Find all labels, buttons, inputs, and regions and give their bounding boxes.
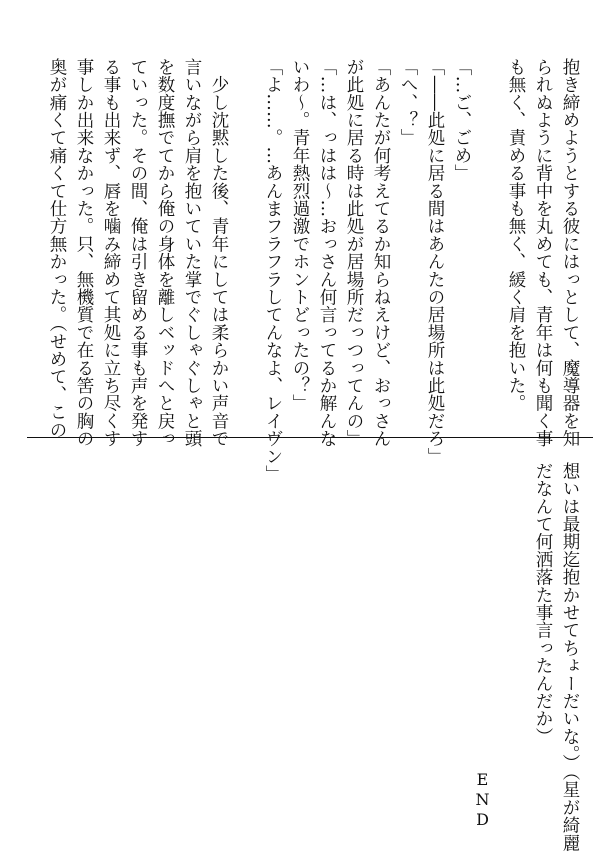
text-line: を数度撫でてから俺の身体を離しベッドへと戻っ (155, 58, 175, 448)
text-line: 「…は、っはは～…おっさん何言ってるか解んな (317, 58, 337, 448)
text-line: いわ～。青年熱烈過激でホントどったの？」 (290, 58, 310, 412)
text-line: 奥が痛くて痛くて仕方無かった。（せめて、この (47, 58, 67, 439)
text-line: 少し沈黙した後、青年にしては柔らかい声音で (209, 58, 229, 448)
text-line: られぬように背中を丸めても、青年は何も聞く事 (533, 58, 553, 448)
text-line: 「あんたが何考えてるか知らねえけど、おっさん (371, 58, 391, 448)
text-line: 「…ご、ごめ」 (452, 58, 472, 182)
blank-line (475, 58, 502, 418)
text-line: 抱き締めようとする彼にはっとして、魔導器を知 (560, 58, 580, 448)
section-divider (27, 437, 593, 438)
text-line: 想いは最期迄抱かせてちょーだいな。）（星が綺麗 (560, 462, 580, 852)
text-line: 「よ……。…あんまフラフラしてんなよ、レイヴン」 (263, 58, 283, 483)
text-line: も無く、責める事も無く、緩く肩を抱いた。 (506, 58, 526, 412)
text-line: 「――此処に居る間はあんたの居場所は此処だろ」 (425, 58, 445, 466)
text-line: 言いながら肩を抱いていた掌でぐしゃぐしゃと頭 (182, 58, 202, 448)
text-line: る事も出来ず、唇を噛み締めて其処に立ち尽くす (101, 58, 121, 448)
text-line: が此処に居る時は此処が居場所だっつってんの」 (344, 58, 364, 448)
end-mark: END (473, 770, 492, 830)
text-line: 事しか出来なかった。只、無機質で在る筈の胸の (74, 58, 94, 448)
text-line: 「へ、？」 (398, 58, 418, 147)
blank-line (232, 58, 259, 418)
text-line: だなんて何洒落た事言ったんだか） (533, 462, 553, 746)
bottom-text-block (529, 462, 583, 852)
top-text-block (43, 58, 583, 483)
text-line: ていった。その間、俺は引き留める事も声を発す (128, 58, 148, 448)
